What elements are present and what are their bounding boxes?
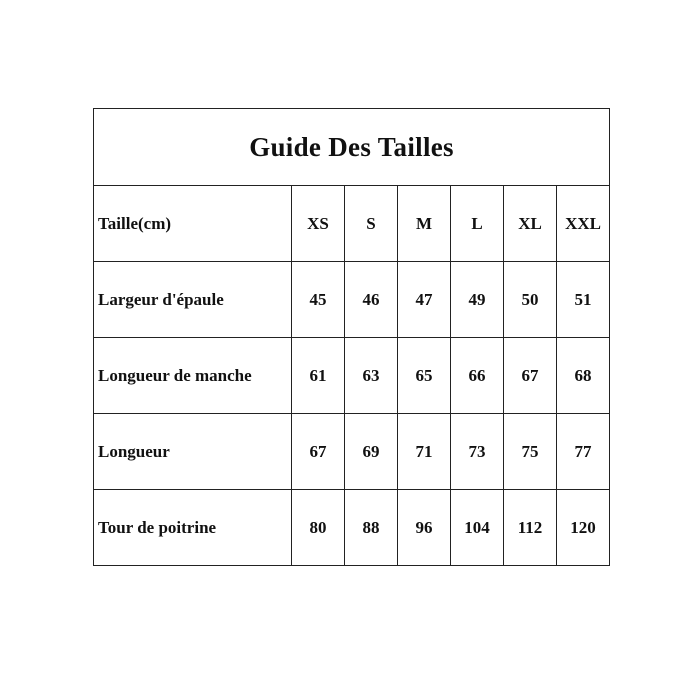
header-label: Taille(cm) xyxy=(94,186,292,262)
size-header-xl: XL xyxy=(504,186,557,262)
table-cell: 68 xyxy=(557,338,610,414)
table-cell: 104 xyxy=(451,490,504,566)
title-row xyxy=(94,109,610,186)
table-cell: 75 xyxy=(504,414,557,490)
size-guide-table xyxy=(93,108,610,566)
row-label: Longueur de manche xyxy=(94,338,292,414)
table-cell: 71 xyxy=(398,414,451,490)
table-cell: 112 xyxy=(504,490,557,566)
table-cell: 50 xyxy=(504,262,557,338)
row-label: Longueur xyxy=(94,414,292,490)
table-cell: 88 xyxy=(345,490,398,566)
table-row xyxy=(94,490,610,566)
table-cell: 65 xyxy=(398,338,451,414)
table-cell: 49 xyxy=(451,262,504,338)
table-title: Guide Des Tailles xyxy=(94,109,610,186)
table-cell: 67 xyxy=(504,338,557,414)
table-row xyxy=(94,338,610,414)
row-label: Tour de poitrine xyxy=(94,490,292,566)
size-header-xs: XS xyxy=(292,186,345,262)
row-label: Largeur d'épaule xyxy=(94,262,292,338)
table-cell: 77 xyxy=(557,414,610,490)
table-cell: 51 xyxy=(557,262,610,338)
table-cell: 47 xyxy=(398,262,451,338)
table-cell: 63 xyxy=(345,338,398,414)
table-cell: 66 xyxy=(451,338,504,414)
table-cell: 61 xyxy=(292,338,345,414)
table-row xyxy=(94,262,610,338)
table-cell: 96 xyxy=(398,490,451,566)
size-header-xxl: XXL xyxy=(557,186,610,262)
table-cell: 80 xyxy=(292,490,345,566)
size-header-s: S xyxy=(345,186,398,262)
table-cell: 69 xyxy=(345,414,398,490)
table-cell: 120 xyxy=(557,490,610,566)
size-header-m: M xyxy=(398,186,451,262)
size-header-l: L xyxy=(451,186,504,262)
table-cell: 45 xyxy=(292,262,345,338)
table-cell: 73 xyxy=(451,414,504,490)
header-row xyxy=(94,186,610,262)
table-cell: 67 xyxy=(292,414,345,490)
table-cell: 46 xyxy=(345,262,398,338)
table-row xyxy=(94,414,610,490)
